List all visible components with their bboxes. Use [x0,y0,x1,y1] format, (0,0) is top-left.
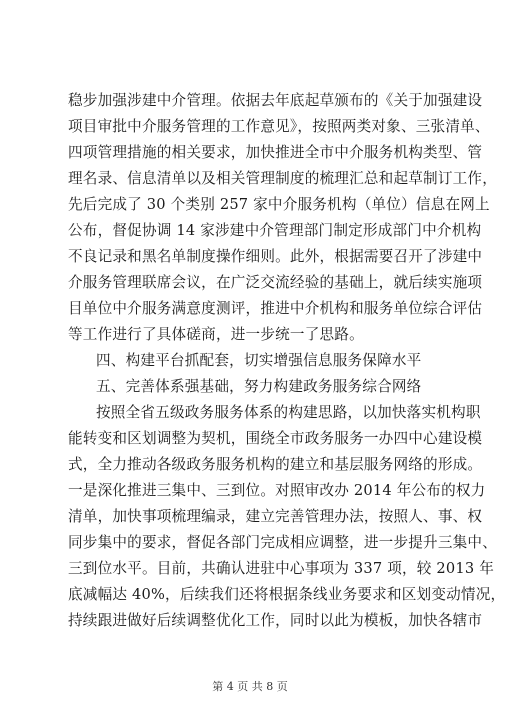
section-heading-5: 五、完善体系强基础，努力构建政务服务综合网络 [96,378,422,395]
body-text-line: 四项管理措施的相关要求，加快推进全市中介服务机构类型、管 [68,144,483,161]
body-text-line: 目单位中介服务满意度测评，推进中介机构和服务单位综合评估 [68,300,483,317]
body-text-line: 等工作进行了具体磋商，进一步统一了思路。 [68,326,364,343]
body-text-line: 不良记录和黑名单制度操作细则。此外，根据需要召开了涉建中 [68,248,483,265]
section-heading-4: 四、构建平台抓配套，切实增强信息服务保障水平 [96,352,422,369]
body-text-line: 同步集中的要求，督促各部门完成相应调整，进一步提升三集中、 [68,534,498,551]
body-text-line: 稳步加强涉建中介管理。依据去年底起草颁布的《关于加强建设 [68,92,483,109]
body-text-line: 式，全力推动各级政务服务机构的建立和基层服务网络的形成。 [68,456,483,473]
body-text-line: 底减幅达 40%，后续我们还将根据条线业务要求和区划变动情况， [68,586,505,603]
body-text-line: 项目审批中介服务管理的工作意见》，按照两类对象、三张清单、 [68,118,490,135]
body-text-line: 一是深化推进三集中、三到位。对照审改办 2014 年公布的权力 [68,482,486,499]
body-text-line: 三到位水平。目前，共确认进驻中心事项为 337 项，较 2013 年 [68,560,495,577]
body-text-line: 持续跟进做好后续调整优化工作，同时以此为模板，加快各辖市 [68,612,483,629]
body-text-line: 能转变和区划调整为契机，围绕全市政务服务一办四中心建设模 [68,430,483,447]
body-text-line: 先后完成了 30 个类别 257 家中介服务机构（单位）信息在网上 [68,196,490,213]
page-number-footer: 第 4 页 共 8 页 [212,680,288,693]
body-text-line: 理名录、信息清单以及相关管理制度的梳理汇总和起草制订工作， [68,170,498,187]
body-text-line: 按照全省五级政务服务体系的构建思路，以加快落实机构职 [96,404,481,421]
body-text-line: 介服务管理联席会议，在广泛交流经验的基础上，就后续实施项 [68,274,483,291]
body-text-line: 清单，加快事项梳理编录，建立完善管理办法，按照人、事、权 [68,508,483,525]
body-text-line: 公布，督促协调 14 家涉建中介管理部门制定形成部门中介机构 [68,222,482,239]
